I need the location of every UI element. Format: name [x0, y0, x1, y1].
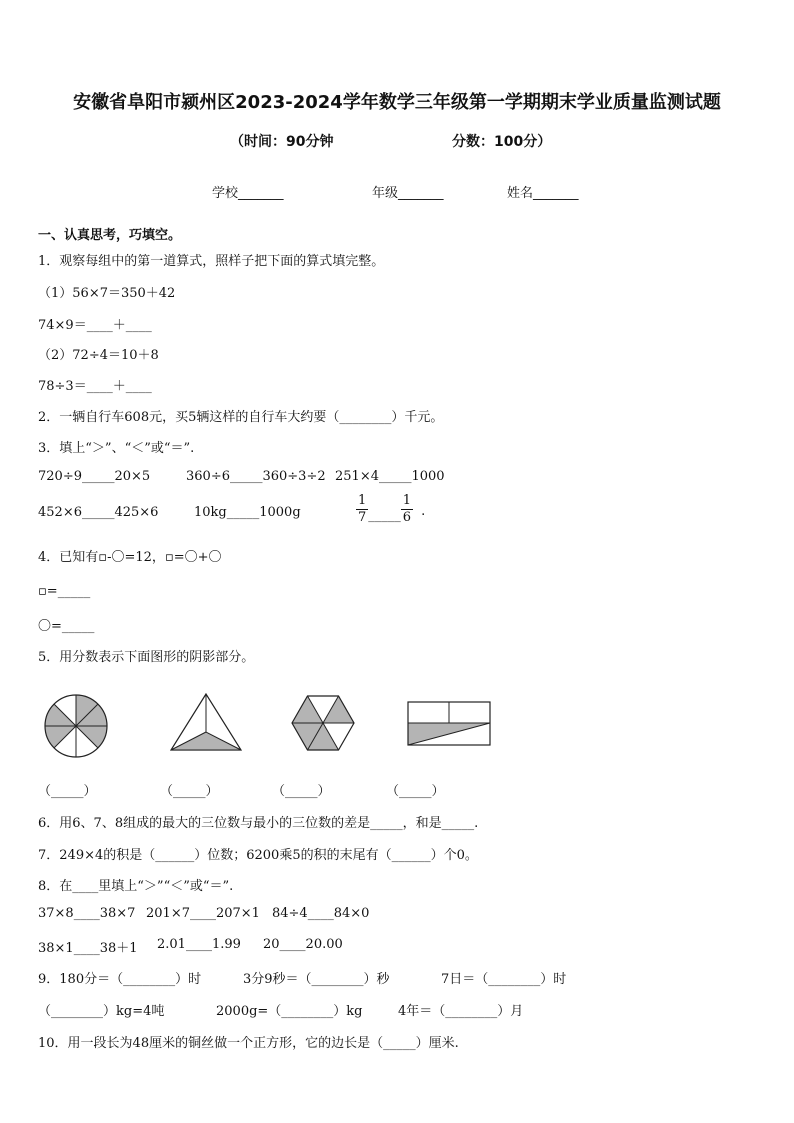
school-field: 学校_______ [212, 186, 284, 201]
q9-item-3: 7日＝（________）时 [441, 972, 567, 987]
q8-item-6: 20____20.00 [263, 937, 343, 952]
q3-stem: 3．填上“＞”、“＜”或“＝”. [38, 441, 195, 456]
fraction-one-sixth [401, 493, 413, 526]
fraction-denominator: 7 [358, 510, 367, 525]
exam-time: （时间：90分钟 [230, 134, 334, 150]
q3-item-2: 360÷6_____360÷3÷2 [186, 469, 326, 484]
q9-item-1: 9．180分＝（________）时 [38, 972, 202, 987]
q8-item-2: 201×7____207×1 [146, 906, 260, 921]
q4-stem: 4．已知有▫-〇=12，▫=〇+〇 [38, 550, 222, 565]
q5-answer-2: （_____） [160, 784, 219, 799]
q3-item-5: 10kg_____1000g [194, 505, 301, 520]
period: . [421, 504, 426, 519]
q8-item-1: 37×8____38×7 [38, 906, 136, 921]
compare-blank: _____ [368, 508, 401, 523]
page-title: 安徽省阜阳市颍州区2023-2024学年数学三年级第一学期期末学业质量监测试题 [73, 92, 721, 113]
q1-example-2: （2）72÷4＝10＋8 [38, 348, 159, 363]
q9-item-6: 4年＝（________）月 [398, 1004, 524, 1019]
q2-stem: 2．一辆自行车608元，买5辆这样的自行车大约要（________）千元。 [38, 410, 444, 425]
fraction-numerator: 1 [358, 493, 367, 508]
q10-stem: 10．用一段长为48厘米的铜丝做一个正方形，它的边长是（_____）厘米. [38, 1036, 459, 1051]
fraction-numerator: 1 [402, 493, 412, 508]
q8-item-4: 38×1____38＋1 [38, 941, 138, 956]
shaded-hexagon-figure [288, 690, 358, 756]
shaded-triangle-figure [168, 692, 244, 754]
q1-stem: 1．观察每组中的第一道算式，照样子把下面的算式填完整。 [38, 254, 385, 269]
q3-item-4: 452×6_____425×6 [38, 505, 159, 520]
q8-stem: 8．在____里填上“＞”“＜”或“＝”. [38, 879, 234, 894]
fraction-one-seventh [356, 493, 368, 526]
q3-fraction-compare [356, 493, 425, 526]
q4-answer-square: ▫=_____ [38, 584, 91, 599]
q9-item-2: 3分9秒＝（________）秒 [243, 972, 390, 987]
fraction-denominator: 6 [402, 510, 412, 525]
q5-answer-3: （_____） [272, 784, 331, 799]
q3-item-3: 251×4_____1000 [335, 469, 445, 484]
q1-blank-1: 74×9＝____＋____ [38, 318, 152, 333]
q7-stem: 7．249×4的积是（______）位数；6200乘5的积的末尾有（______）个0。 [38, 848, 478, 863]
grade-field: 年级_______ [372, 186, 444, 201]
name-field: 姓名_______ [507, 186, 579, 201]
section-heading: 一、认真思考，巧填空。 [38, 228, 182, 243]
q6-stem: 6．用6、7、8组成的最大的三位数与最小的三位数的差是_____，和是_____. [38, 816, 479, 831]
shaded-rectangle-figure [406, 700, 492, 750]
exam-score: 分数：100分） [452, 134, 552, 150]
q9-item-4: （________）kg=4吨 [38, 1004, 165, 1019]
q4-answer-circle: 〇=_____ [38, 619, 95, 634]
q8-item-3: 84÷4____84×0 [272, 906, 370, 921]
q8-item-5: 2.01____1.99 [157, 937, 241, 952]
q1-example-1: （1）56×7＝350＋42 [38, 286, 176, 301]
q9-item-5: 2000g=（________）kg [216, 1004, 363, 1019]
q5-answer-4: （_____） [386, 784, 445, 799]
q1-blank-2: 78÷3＝____＋____ [38, 379, 152, 394]
shaded-circle-figure [42, 692, 110, 760]
q3-item-1: 720÷9_____20×5 [38, 469, 151, 484]
q5-stem: 5．用分数表示下面图形的阴影部分。 [38, 650, 255, 665]
q5-answer-1: （_____） [38, 784, 97, 799]
